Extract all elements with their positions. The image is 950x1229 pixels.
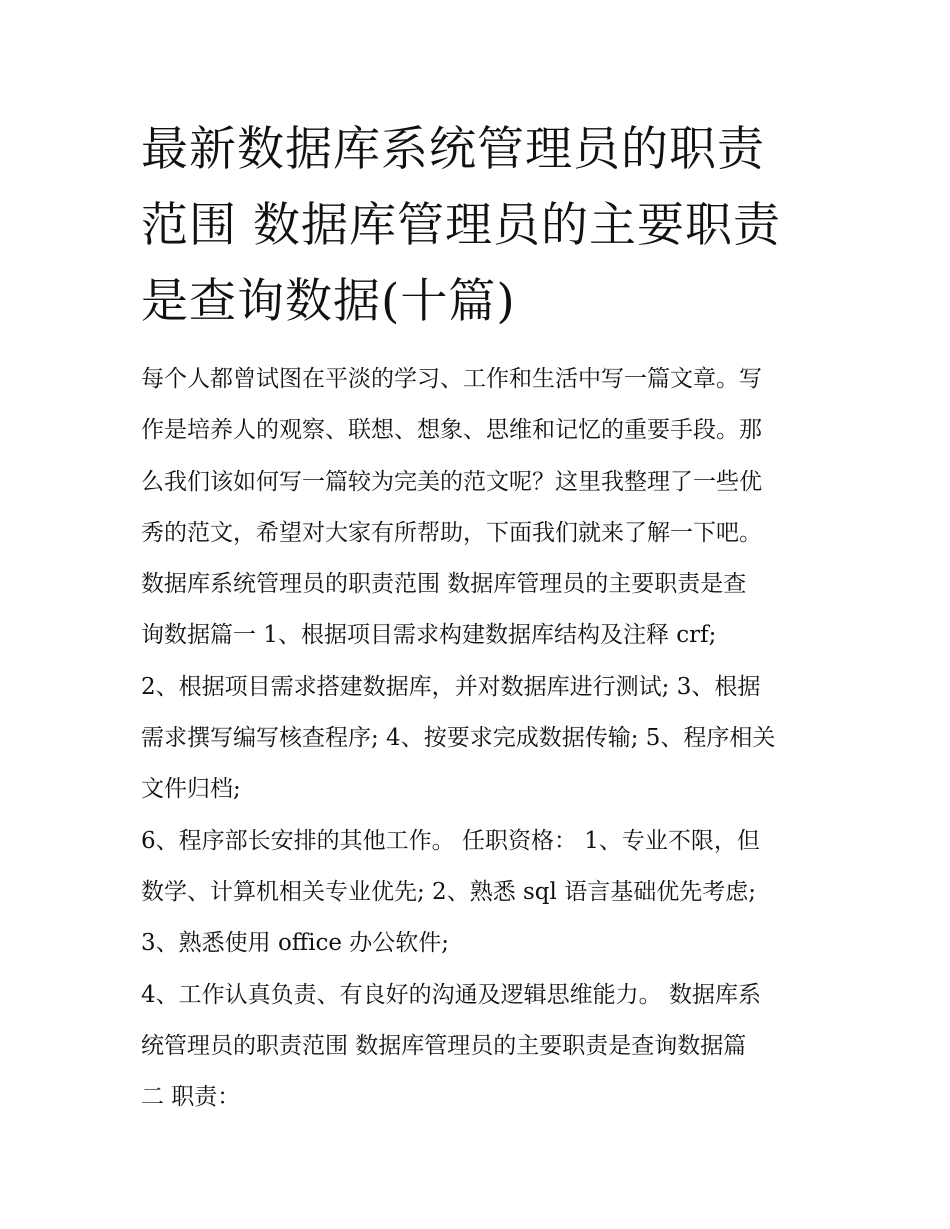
body-line: 2、根据项目需求搭建数据库，并对数据库进行测试; 3、根据	[141, 673, 761, 700]
body-line: 需求撰写编写核查程序; 4、按要求完成数据传输; 5、程序相关	[141, 725, 776, 752]
body-line: 数据库系统管理员的职责范围 数据库管理员的主要职责是查	[141, 571, 747, 598]
body-line: 作是培养人的观察、联想、想象、思维和记忆的重要手段。那	[141, 417, 762, 444]
body-line: 么我们该如何写一篇较为完美的范文呢？这里我整理了一些优	[141, 468, 762, 495]
body-line: 数学、计算机相关专业优先; 2、熟悉 sql 语言基础优先考虑;	[141, 878, 756, 905]
document-title	[141, 112, 813, 340]
body-line: 询数据篇一 1、根据项目需求构建数据库结构及注释 crf;	[141, 622, 717, 649]
title-line: 最新数据库系统管理员的职责	[141, 122, 765, 177]
body-line: 每个人都曾试图在平淡的学习、工作和生活中写一篇文章。写	[141, 366, 762, 392]
title-line: 范围 数据库管理员的主要职责	[141, 198, 781, 253]
document-body	[141, 354, 813, 1123]
body-line: 3、熟悉使用 office 办公软件;	[141, 930, 450, 957]
document-page	[141, 112, 813, 1123]
body-line: 文件归档;	[141, 776, 241, 803]
body-line: 4、工作认真负责、有良好的沟通及逻辑思维能力。 数据库系	[141, 981, 761, 1008]
body-line: 二 职责：	[141, 1084, 241, 1111]
body-line: 6、程序部长安排的其他工作。 任职资格： 1、专业不限，但	[141, 827, 760, 854]
body-line: 统管理员的职责范围 数据库管理员的主要职责是查询数据篇	[141, 1032, 747, 1059]
body-line: 秀的范文，希望对大家有所帮助，下面我们就来了解一下吧。	[141, 519, 762, 546]
title-line: 是查询数据(十篇)	[141, 274, 516, 329]
